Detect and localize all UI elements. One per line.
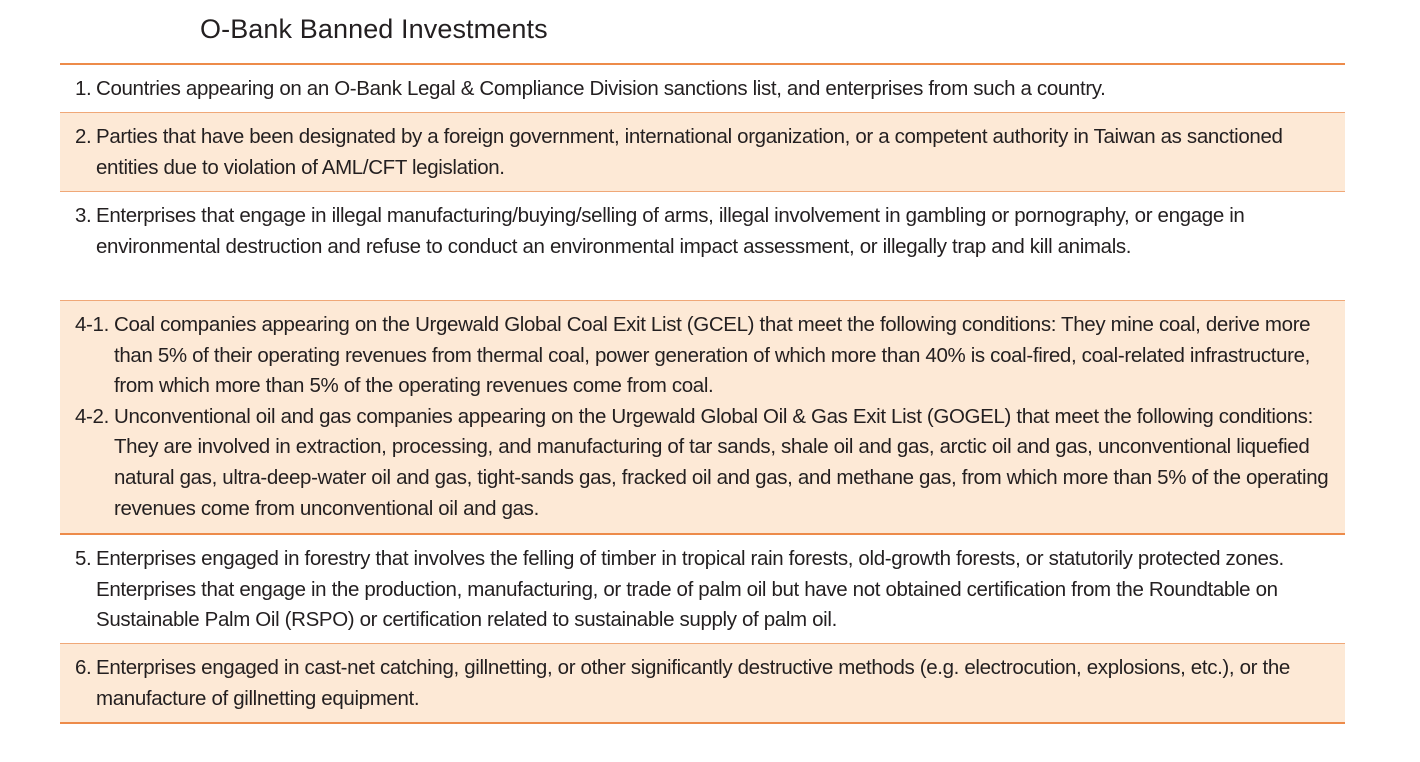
list-item: [75, 122, 1331, 183]
item-number: 6.: [75, 656, 92, 679]
list-item: [75, 544, 1331, 636]
item-number: 2.: [75, 125, 92, 148]
table-row: [60, 192, 1345, 301]
item-text: Countries appearing on an O-Bank Legal & Compliance Division sanctions list, and enterprises from such a country.: [96, 77, 1106, 100]
table-row: [60, 535, 1345, 644]
banned-investments-table: [60, 63, 1345, 724]
item-text: Unconventional oil and gas companies appearing on the Urgewald Global Oil & Gas Exit List (GOGEL) that meet the following conditions: They are involved in extraction, processing, and manufacturing of tar sands, shale oil and gas, arctic oil and gas, unconventional liquefied natural gas, ultra-deep-water oil and gas, tight-sands gas, fracked oil and gas, and methane gas, from which more than 5% of the operating revenues come from unconventional oil and gas.: [114, 404, 1329, 520]
list-item: [75, 653, 1331, 714]
table-row: [60, 65, 1345, 113]
item-text: Coal companies appearing on the Urgewald Global Coal Exit List (GCEL) that meet the following conditions: They mine coal, derive more than 5% of their operating revenues from thermal coal, power generation of which more than 40% is coal-fired, coal-related infrastructure, from which more than 5% of the operating revenues come from coal.: [114, 313, 1311, 398]
item-number: 4-1.: [75, 313, 109, 336]
list-item: [75, 310, 1331, 402]
item-number: 1.: [75, 77, 92, 100]
item-text: Enterprises engaged in cast-net catching, gillnetting, or other significantly destructive methods (e.g. electrocution, explosions, etc.), or the manufacture of gillnetting equipment.: [96, 656, 1290, 710]
list-item: [75, 74, 1331, 105]
item-text: Enterprises that engage in illegal manufacturing/buying/selling of arms, illegal involvement in gambling or pornography, or engage in environmental destruction and refuse to conduct an environmental impact assessment, or illegally trap and kill animals.: [96, 204, 1245, 258]
item-text: Enterprises engaged in forestry that involves the felling of timber in tropical rain forests, old-growth forests, or statutorily protected zones. Enterprises that engage in the production, manufacturing, or trade of palm oil but have not obtained certification from the Roundtable on Sustainable Palm Oil (RSPO) or certification related to sustainable supply of palm oil.: [96, 547, 1284, 632]
table-row: [60, 301, 1345, 535]
list-item: [75, 402, 1331, 524]
item-text: Parties that have been designated by a foreign government, international organization, or a competent authority in Taiwan as sanctioned entities due to violation of AML/CFT legislation.: [96, 125, 1283, 179]
table-row: [60, 113, 1345, 192]
item-number: 4-2.: [75, 404, 109, 428]
item-number: 5.: [75, 547, 92, 570]
list-item: [75, 201, 1331, 262]
item-number: 3.: [75, 204, 92, 227]
page-title: O-Bank Banned Investments: [200, 14, 548, 44]
table-row: [60, 644, 1345, 724]
